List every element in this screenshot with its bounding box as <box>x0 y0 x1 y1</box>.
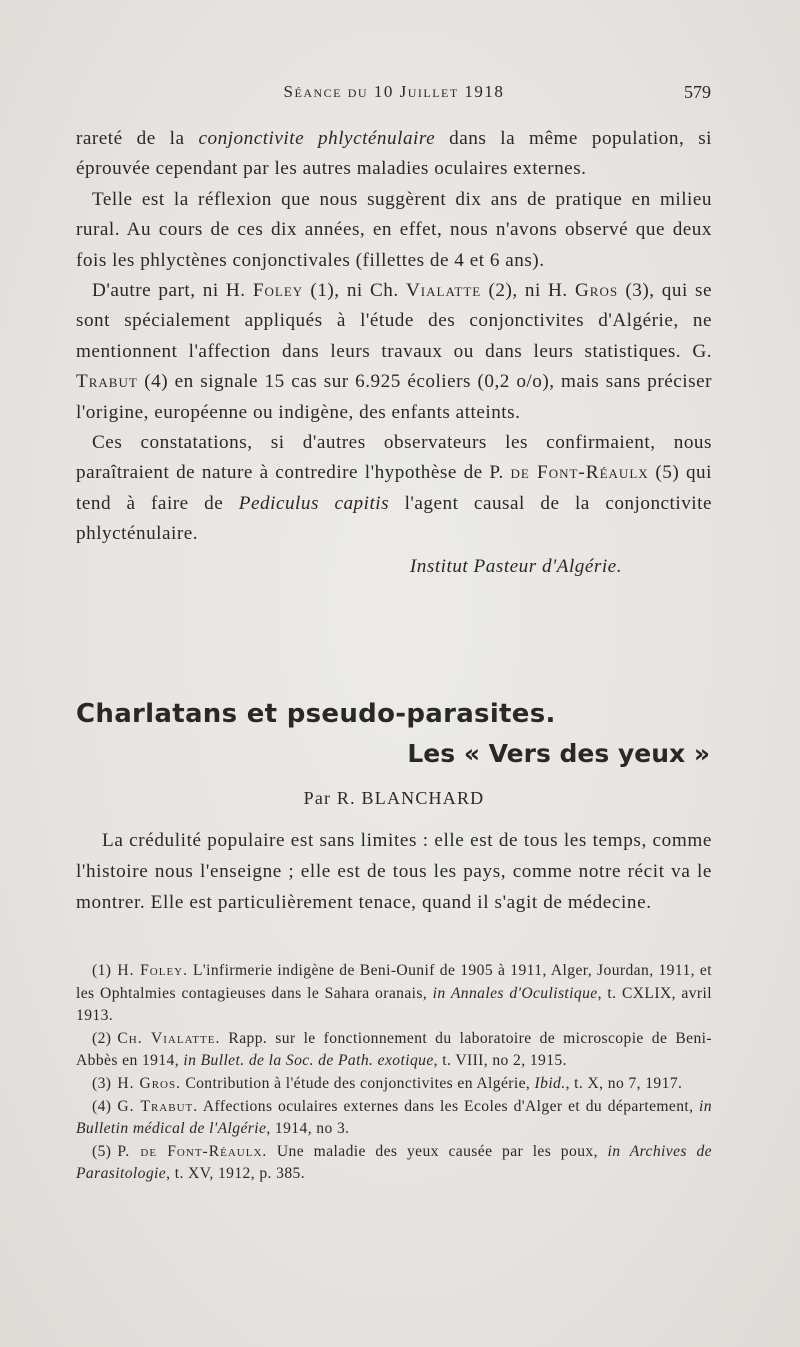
author-name: Vialatte <box>405 280 482 302</box>
footnote: (4) G. Trabut. Affections oculaires externes dans les Ecoles d'Alger et du département, in Bulletin médical de l'Algérie, 1914, no 3. <box>76 1097 712 1138</box>
footnote: (2) Ch. Vialatte. Rapp. sur le fonctionnement du laboratoire de microscopie de Beni-Abbès en 1914, in Bullet. de la Soc. de Path. exotique, t. VIII, no 2, 1915. <box>76 1029 713 1070</box>
article-title: Charlatans et pseudo-parasites. <box>76 699 556 729</box>
footnote: (3) H. Gros. Contribution à l'étude des conjonctivites en Algérie, Ibid., t. X, no 7, 1917. <box>92 1074 683 1092</box>
footnotes <box>76 960 712 1186</box>
article-body <box>76 826 712 918</box>
author-name: Foley <box>252 280 304 302</box>
footnote-author: P. de Font-Réaulx. <box>117 1142 268 1160</box>
article-title-block <box>76 694 712 809</box>
footnote-author: G. Trabut. <box>117 1097 199 1115</box>
footnote-author: Ch. Vialatte. <box>117 1029 221 1047</box>
footnote: (5) P. de Font-Réaulx. Une maladie des yeux causée par les poux, in Archives de Parasitologie, t. XV, 1912, p. 385. <box>76 1142 712 1183</box>
footnote-author: H. Gros. <box>117 1074 182 1092</box>
emphasis: conjonctivite phlycténulaire <box>198 128 436 149</box>
footnote: (1) H. Foley. L'infirmerie indigène de Beni-Ounif de 1905 à 1911, Alger, Jourdan, 1911, et les Ophtalmies contagieuses dans le Sahara oranais, in Annales d'Oculistique, t. CXLIX, avril 1913. <box>76 962 712 1025</box>
article-author: Par R. BLANCHARD <box>303 788 485 808</box>
previous-article-conclusion <box>76 124 712 582</box>
page-header <box>75 82 713 112</box>
author-name: Gros <box>574 280 619 302</box>
paragraph: Ces constatations, si d'autres observateurs les confirmaient, nous paraîtraient de nature à contredire l'hypothèse de P. de Font-Réaulx (5) qui tend à faire de Pediculus capitis l'agent causal de la conjonctivite phlycténulaire. <box>76 432 712 545</box>
institution-signature: Institut Pasteur d'Algérie. <box>409 555 622 577</box>
footnote-author: H. Foley. <box>117 962 189 979</box>
author-name: de Font-Réaulx <box>510 462 649 484</box>
running-title: Séance du 10 Juillet 1918 <box>283 82 505 101</box>
paragraph: D'autre part, ni H. Foley (1), ni Ch. Vialatte (2), ni H. Gros (3), qui se sont spécialement appliqués à l'étude des conjonctivites d'Algérie, ne mentionnent l'affection dans leurs travaux ou dans leurs statistiques. G. Trabut (4) en signale 15 cas sur 6.925 écoliers (0,2 o/o), mais sans préciser l'origine, européenne ou indigène, des enfants atteints. <box>76 280 713 423</box>
paragraph: La crédulité populaire est sans limites : elle est de tous les temps, comme l'histoire nous l'enseigne ; elle est de tous les pays, comme notre récit va le montrer. Elle est particulièrement tenace, quand il s'agit de médecine. <box>76 830 712 913</box>
author-name: Trabut <box>76 371 138 393</box>
paragraph: Telle est la réflexion que nous suggèrent dix ans de pratique en milieu rural. Au cours de ces dix années, en effet, nous n'avons observé que deux fois les phlyctènes conjonctivales (fillettes de 4 et 6 ans). <box>76 188 712 271</box>
emphasis: Pediculus capitis <box>238 492 390 514</box>
article-subtitle: Les « Vers des yeux » <box>407 739 710 768</box>
page-number: 579 <box>684 82 711 102</box>
paragraph-continuation: rareté de la conjonctivite phlycténulaire dans la même population, si éprouvée cependant par les autres maladies oculaires externes. <box>76 128 712 180</box>
